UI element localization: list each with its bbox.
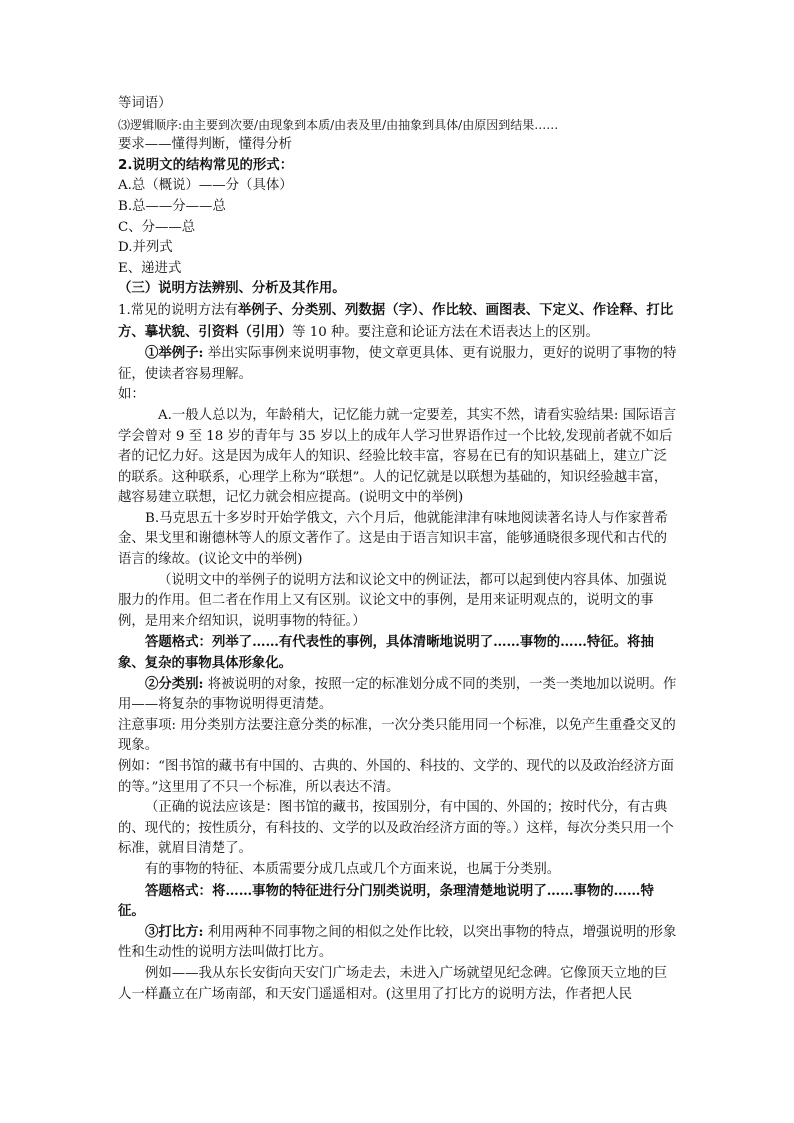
method-definition: 将被说明的对象，按照一定的标准划分成不同的类别，一类一类地加以说明。作用——将复杂的事物说明得更清楚。: [118, 676, 677, 713]
paragraph: B.马克思五十多岁时开始学俄文，六个月后，他就能津津有味地阅读著名诗人与作家普希金、果戈里和谢德林等人的原文著作了。这是由于语言知识丰富，能够通晓很多现代和古代的语言的缘故。(议论文中的举例): [118, 510, 668, 568]
answer-format: 答题格式：将……事物的特征进行分门别类说明，条理清楚地说明了……事物的……特征。: [118, 882, 654, 920]
paragraph: 例如——我从东长安街向天安门广场走去，未进入广场就望见纪念碑。它像顶天立地的巨人一样矗立在广场南部，和天安门遥遥相对。(这里用了打比方的说明方法，作者把人民: [118, 965, 668, 1002]
list-item: B.总——分——总: [118, 198, 226, 214]
paragraph: [118, 922, 678, 964]
paragraph: （说明文中的举例子的说明方法和议论文中的例证法，都可以起到使内容具体、加强说服力的作用。但二者在作用上又有区别。议论文中的事例，是用来证明观点的，说明文的事例，是用来介绍知识，说明事物的特征。）: [118, 572, 667, 629]
list-item: E、递进式: [118, 260, 182, 276]
document-page: [118, 94, 678, 1005]
method-term: ①举例子:: [145, 345, 204, 362]
list-item: A.总（概说）——分（具体）: [118, 178, 293, 194]
list-item: D.并列式: [118, 240, 173, 256]
section-heading: （三）说明方法辨别、分析及其作用。: [118, 281, 346, 297]
paragraph: [118, 300, 678, 343]
paragraph-lead: 1.常见的说明方法有: [118, 302, 238, 318]
paragraph: 有的事物的特征、本质需要分成几点或几个方面来说，也属于分类别。: [145, 861, 561, 877]
text-line: 要求——懂得判断，懂得分析: [118, 137, 293, 153]
text-line: ⑶逻辑顺序:由主要到次要/由现象到本质/由表及里/由抽象到具体/由原因到结果……: [118, 117, 559, 132]
paragraph: A.一般人总以为，年龄稍大，记忆能力就一定要差，其实不然，请看实验结果: 国际语言学会曾对 9 至 18 岁的青年与 35 岁以上的成年人学习世界语作过一个比较,发现前者就不如后者的记忆力好。这是因为成年人的知识、经验比较丰富，容易在已有的知识基础上，建立广泛的联系。这种联系，心理学上称为“联想”。人的记忆就是以联想为基础的，知识经验越丰富，越容易建立联想，记忆力就会相应提高。(说明文中的举例): [118, 407, 677, 506]
answer-format: 答题格式：列举了……有代表性的事例，具体清晰地说明了……事物的……特征。将抽象、复杂的事物具体形象化。: [118, 634, 654, 672]
text-line: 等词语）: [118, 96, 172, 111]
paragraph: [118, 674, 678, 716]
paragraph: 如：: [118, 387, 145, 403]
paragraph: 注意事项: 用分类别方法要注意分类的标准，一次分类只能用同一个标准，以免产生重叠交叉的现象。: [118, 717, 676, 754]
methods-list: 举例子、分类别、列数据（字）、作比较、画图表、下定义、作诠释、打比方、摹状貌、引资料（引用）: [118, 301, 674, 340]
method-definition: 举出实际事例来说明事物，使文章更具体、更有说服力，更好的说明了事物的特征，使读者容易理解。: [118, 346, 677, 382]
paragraph: [118, 343, 678, 385]
section-heading: 2.说明文的结构常见的形式：: [118, 157, 294, 173]
method-term: ③打比方:: [145, 923, 204, 940]
paragraph: （正确的说法应该是：图书馆的藏书，按国别分，有中国的、外国的；按时代分，有古典的、现代的；按性质分，有科技的、文学的以及政治经济方面的等。）这样，每次分类只用一个标准，就眉目清楚了。: [118, 800, 674, 857]
method-term: ②分类别:: [145, 675, 204, 692]
list-item: C、分——总: [118, 219, 196, 235]
paragraph: 例如：“图书馆的藏书有中国的、古典的、外国的、科技的、文学的、现代的以及政治经济方面的等。”这里用了不只一个标准，所以表达不清。: [118, 759, 674, 795]
method-definition: 利用两种不同事物之间的相似之处作比较，以突出事物的特点，增强说明的形象性和生动性的说明方法叫做打比方。: [118, 924, 677, 961]
paragraph-tail: 等 10 种。要注意和论证方法在术语表达上的区别。: [292, 324, 599, 340]
